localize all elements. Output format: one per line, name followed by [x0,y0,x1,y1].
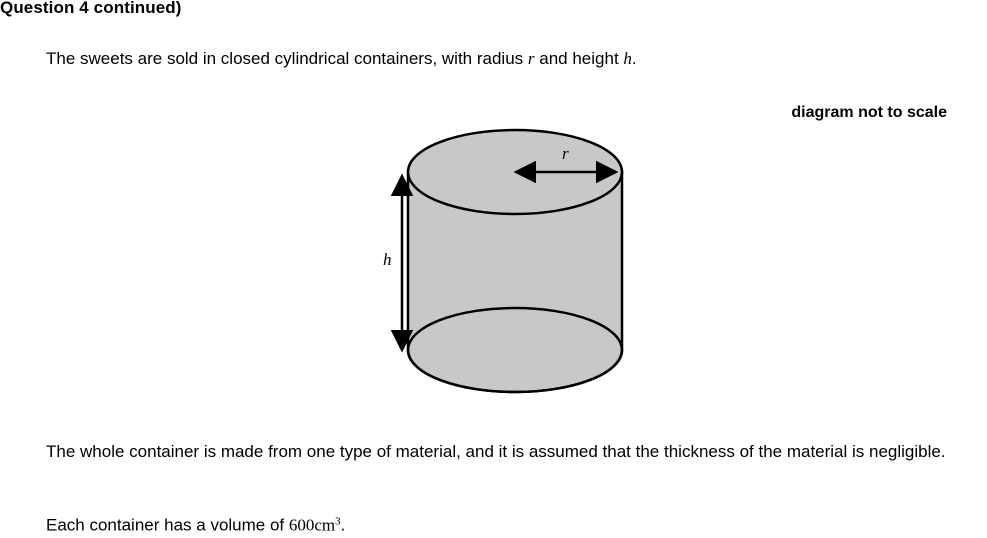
volume-value: 600 [288,515,315,535]
radius-label: r [562,144,569,163]
variable-h-inline: h [623,49,632,68]
volume-unit: cm [314,515,336,535]
volume-text-before: Each container has a volume of [46,515,285,535]
intro-text-after: . [631,49,637,68]
intro-text-before: The sweets are sold in closed cylindrical containers, with radius [46,49,524,68]
diagram-note: diagram not to scale [791,104,947,121]
height-label: h [383,250,392,269]
question-header: Question 4 continued) [0,0,182,17]
intro-sentence [46,48,637,70]
variable-r-inline: r [527,49,535,68]
volume-paragraph [46,510,345,537]
intro-text-between: and height [539,49,619,68]
material-paragraph: The whole container is made from one type of material, and it is assumed that the thickness of the material is negligible. [46,442,946,461]
volume-text-after: . [340,515,346,535]
cylinder-svg [350,128,650,408]
cylinder-diagram [350,128,650,408]
volume-exponent: 3 [335,515,341,527]
